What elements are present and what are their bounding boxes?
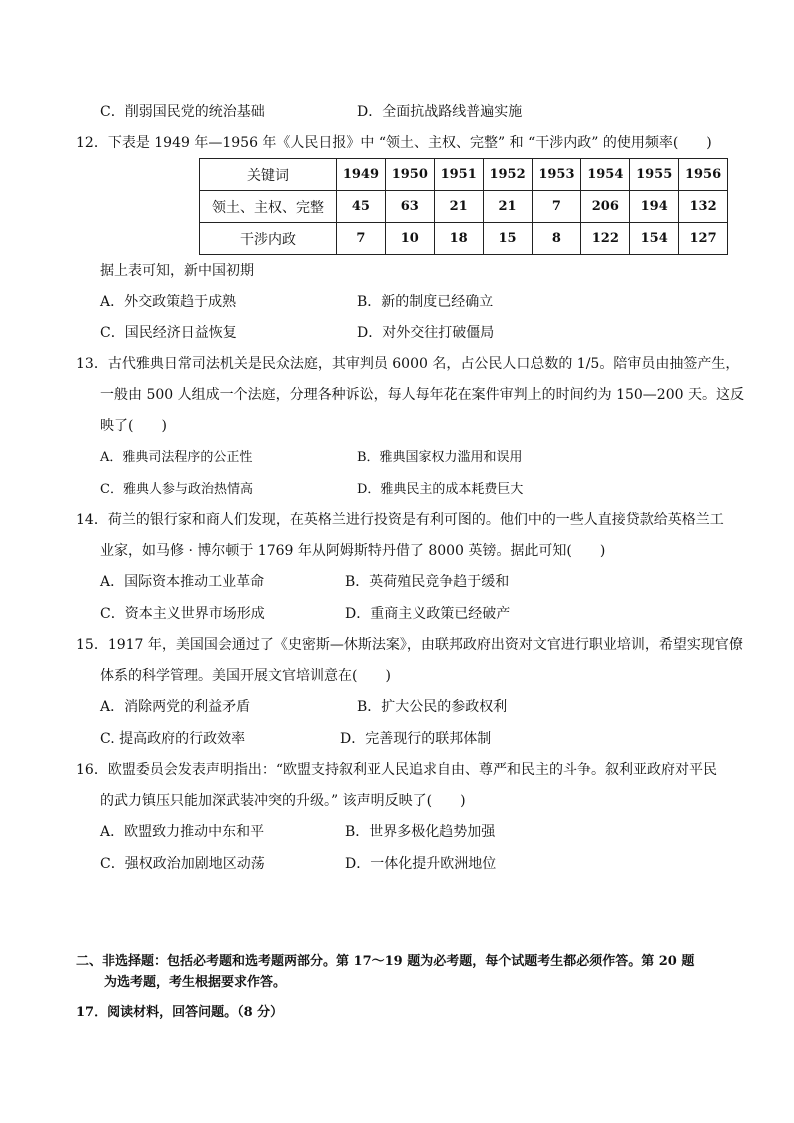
q13-option-d: D．雅典民主的成本耗费巨大 — [357, 482, 524, 497]
frequency-table — [199, 158, 728, 255]
table-cell: 7 — [337, 223, 386, 255]
q15-option-b: B．扩大公民的参政权利 — [357, 699, 508, 715]
table-cell: 10 — [385, 223, 434, 255]
q12-option-a: A．外交政策趋于成熟 — [100, 294, 237, 310]
q14-option-a: A．国际资本推动工业革命 — [100, 574, 265, 590]
q12-option-c: C．国民经济日益恢复 — [100, 325, 237, 341]
table-cell: 206 — [581, 191, 630, 223]
q15-option-d: D．完善现行的联邦体制 — [340, 731, 492, 747]
q16-option-d: D．一体化提升欧洲地位 — [345, 856, 497, 872]
table-year: 1956 — [679, 159, 728, 191]
q11-option-d: D．全面抗战路线普遍实施 — [357, 104, 523, 120]
q15-line-1: 15．1917 年，美国国会通过了《史密斯—休斯法案》，由联邦政府出资对文官进行职业培训，希望实现官僚 — [76, 637, 743, 653]
q17-heading: 17．阅读材料，回答问题。（8 分） — [76, 1005, 284, 1020]
q13-option-b: B．雅典国家权力滥用和误用 — [357, 450, 523, 465]
table-cell: 63 — [385, 191, 434, 223]
table-cell: 194 — [630, 191, 679, 223]
table-cell: 7 — [532, 191, 581, 223]
table-row — [200, 223, 728, 255]
table-year: 1955 — [630, 159, 679, 191]
q16-option-b: B．世界多极化趋势加强 — [345, 824, 496, 840]
table-cell: 21 — [434, 191, 483, 223]
table-year: 1953 — [532, 159, 581, 191]
q15-option-c: C. 提高政府的行政效率 — [100, 731, 246, 747]
q14-line-2: 业家，如马修 · 博尔顿于 1769 年从阿姆斯特丹借了 8000 英镑。据此可知( ) — [100, 543, 606, 559]
q16-line-1: 16．欧盟委员会发表声明指出：“欧盟支持叙利亚人民追求自由、尊严和民主的斗争。叙利亚政府对平民 — [76, 762, 717, 778]
table-year: 1949 — [337, 159, 386, 191]
table-cell: 127 — [679, 223, 728, 255]
q15-line-2: 体系的科学管理。美国开展文官培训意在( ) — [100, 668, 391, 684]
q12-option-d: D．对外交往打破僵局 — [357, 325, 495, 341]
q16-option-c: C．强权政治加剧地区动荡 — [100, 856, 265, 872]
table-row-label: 领土、主权、完整 — [200, 191, 337, 223]
table-header-row — [200, 159, 728, 191]
table-cell: 8 — [532, 223, 581, 255]
q12-stem: 12．下表是 1949 年—1956 年《人民日报》中 “领土、主权、完整” 和 “干涉内政” 的使用频率( ) — [76, 135, 712, 151]
q14-line-1: 14．荷兰的银行家和商人们发现，在英格兰进行投资是有利可图的。他们中的一些人直接贷款给英格兰工 — [76, 512, 724, 528]
table-header-label: 关键词 — [200, 159, 337, 191]
q13-line-1: 13．古代雅典日常司法机关是民众法庭，其审判员 6000 名，占公民人口总数的 1/5。陪审员由抽签产生， — [76, 356, 740, 372]
table-cell: 21 — [483, 191, 532, 223]
q12-option-b: B．新的制度已经确立 — [357, 294, 494, 310]
table-year: 1954 — [581, 159, 630, 191]
table-cell: 154 — [630, 223, 679, 255]
q13-option-c: C．雅典人参与政治热情高 — [100, 482, 253, 497]
table-row-label: 干涉内政 — [200, 223, 337, 255]
table-cell: 15 — [483, 223, 532, 255]
q14-option-c: C．资本主义世界市场形成 — [100, 606, 265, 622]
table-cell: 122 — [581, 223, 630, 255]
table-year: 1952 — [483, 159, 532, 191]
q14-option-d: D．重商主义政策已经破产 — [345, 606, 511, 622]
section-two-heading-line-1: 二、非选择题：包括必考题和选考题两部分。第 17～19 题为必考题，每个试题考生都必须作答。第 20 题 — [76, 954, 695, 969]
q14-option-b: B．英荷殖民竞争趋于缓和 — [345, 574, 510, 590]
q13-line-2: 一般由 500 人组成一个法庭，分理各种诉讼，每人每年花在案件审判上的时间约为 150—200 天。这反 — [100, 387, 744, 403]
q15-option-a: A．消除两党的利益矛盾 — [100, 699, 251, 715]
q11-option-c: C．削弱国民党的统治基础 — [100, 104, 265, 120]
table-cell: 45 — [337, 191, 386, 223]
q13-line-3: 映了( ) — [100, 418, 167, 434]
q13-option-a: A．雅典司法程序的公正性 — [100, 450, 253, 465]
table-year: 1950 — [385, 159, 434, 191]
q16-option-a: A．欧盟致力推动中东和平 — [100, 824, 265, 840]
q12-after-text: 据上表可知，新中国初期 — [100, 263, 254, 279]
q16-line-2: 的武力镇压只能加深武装冲突的升级。” 该声明反映了( ) — [100, 793, 466, 809]
table-row — [200, 191, 728, 223]
table-year: 1951 — [434, 159, 483, 191]
table-cell: 132 — [679, 191, 728, 223]
section-two-heading-line-2: 为选考题，考生根据要求作答。 — [104, 975, 287, 990]
table-cell: 18 — [434, 223, 483, 255]
